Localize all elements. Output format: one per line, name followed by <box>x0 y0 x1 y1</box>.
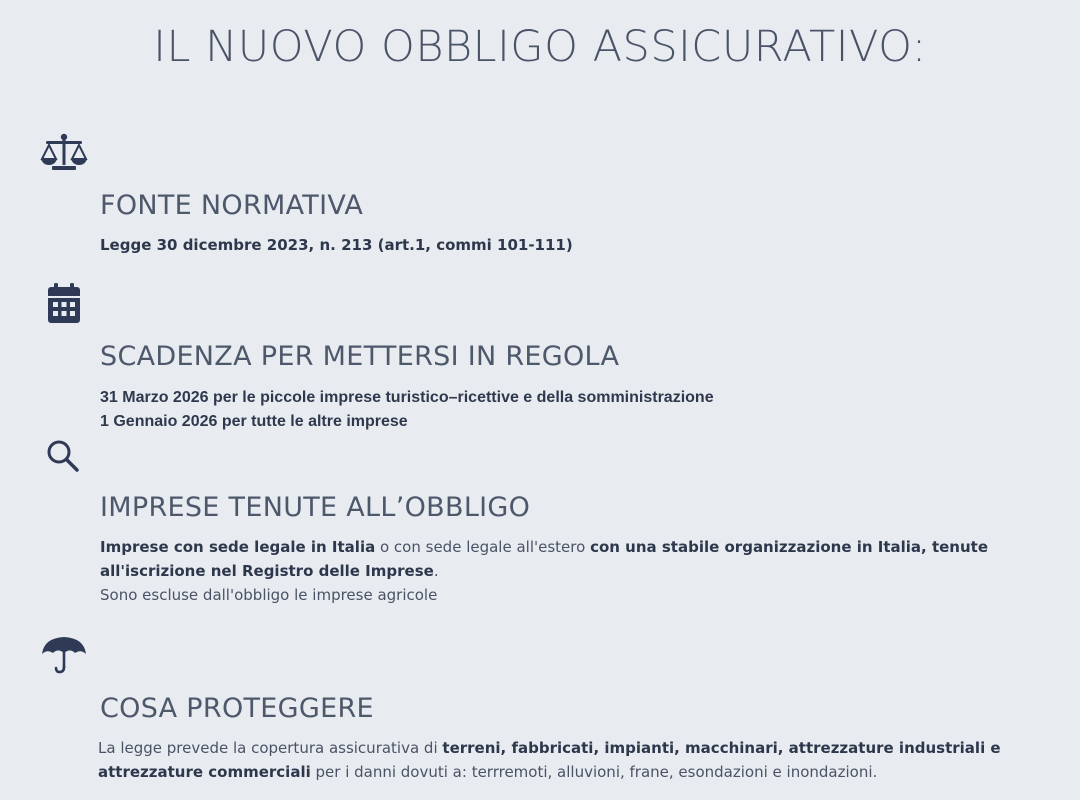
section-text-proteggere <box>98 736 1038 784</box>
text-bold: con una stabile organizzazione in Italia, tenute <box>590 538 989 556</box>
text-normal: per i danni dovuti a: terrremoti, alluvioni, frane, esondazioni e inondazioni. <box>310 763 878 781</box>
section-heading-imprese: IMPRESE TENUTE ALL’OBBLIGO <box>100 492 531 523</box>
text-normal: La legge prevede la copertura assicurativa di <box>98 739 443 757</box>
umbrella-icon <box>40 634 88 676</box>
calendar-icon <box>40 283 88 325</box>
text-bold: attrezzature commerciali <box>98 763 311 781</box>
section-heading-proteggere: COSA PROTEGGERE <box>100 693 374 724</box>
text-bold: all'iscrizione nel Registro delle Imprese <box>100 562 434 580</box>
text-normal: . <box>433 562 439 580</box>
section-text-fonte <box>100 233 1040 257</box>
section-heading-scadenza: SCADENZA PER METTERSI IN REGOLA <box>100 341 620 372</box>
deadline-line-1: 31 Marzo 2026 per le piccole imprese turistico–ricettive e della somministrazione <box>100 389 714 406</box>
exclusion-note: Sono escluse dall'obbligo le imprese agricole <box>100 586 438 604</box>
deadline-line-2: 1 Gennaio 2026 per tutte le altre imprese <box>100 413 408 430</box>
scales-icon <box>40 132 88 174</box>
search-icon <box>40 436 88 478</box>
law-reference: Legge 30 dicembre 2023, n. 213 (art.1, commi 101-111) <box>100 236 573 254</box>
text-bold: Imprese con sede legale in Italia <box>100 538 376 556</box>
text-bold: terreni, fabbricati, impianti, macchinari, attrezzature industriali e <box>442 739 1001 757</box>
section-text-scadenza <box>100 386 1040 434</box>
page-title: IL NUOVO OBBLIGO ASSICURATIVO: <box>153 22 927 72</box>
text-normal: o con sede legale all'estero <box>375 538 591 556</box>
section-text-imprese <box>100 535 1040 607</box>
section-heading-fonte: FONTE NORMATIVA <box>100 190 364 221</box>
